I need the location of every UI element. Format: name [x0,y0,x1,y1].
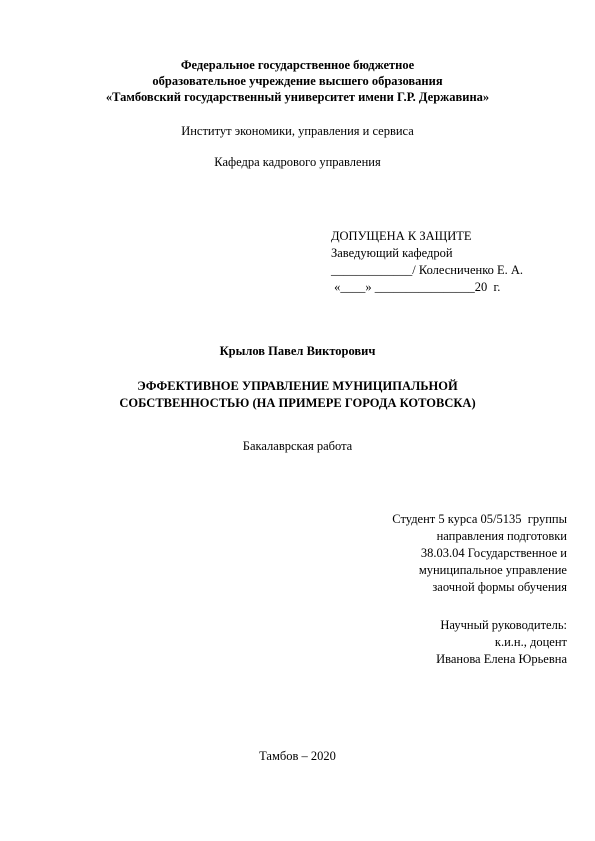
student-info-line-2: направления подготовки [436,529,567,543]
work-type: Бакалаврская работа [242,439,353,453]
supervisor-name: Иванова Елена Юрьевна [436,652,567,666]
approval-date-line: «____» ________________20 г. [331,280,501,294]
student-info-line-1: Студент 5 курса 05/5135 группы [392,512,567,526]
university-header-line-1: Федеральное государственное бюджетное [180,58,415,72]
city-year: Тамбов – 2020 [259,749,336,763]
approval-title: ДОПУЩЕНА К ЗАЩИТЕ [331,229,472,243]
work-title-line-2: СОБСТВЕННОСТЬЮ (НА ПРИМЕРЕ ГОРОДА КОТОВСКА) [119,396,476,410]
student-info-line-4: муниципальное управление [418,563,567,577]
institute-name: Институт экономики, управления и сервиса [181,124,414,138]
supervisor-degree: к.и.н., доцент [494,635,567,649]
department-name: Кафедра кадрового управления [214,155,381,169]
approval-signature-line: _____________/ Колесниченко Е. А. [331,263,524,277]
supervisor-label: Научный руководитель: [440,618,567,632]
author-name: Крылов Павел Викторович [219,344,376,358]
work-title-line-1: ЭФФЕКТИВНОЕ УПРАВЛЕНИЕ МУНИЦИПАЛЬНОЙ [137,379,458,393]
university-header-line-2: образовательное учреждение высшего образования [152,74,443,88]
approval-position: Заведующий кафедрой [331,246,453,260]
student-info-line-5: заочной формы обучения [432,580,567,594]
university-header-line-3: «Тамбовский государственный университет имени Г.Р. Державина» [105,90,490,104]
student-info-line-3: 38.03.04 Государственное и [420,546,567,560]
